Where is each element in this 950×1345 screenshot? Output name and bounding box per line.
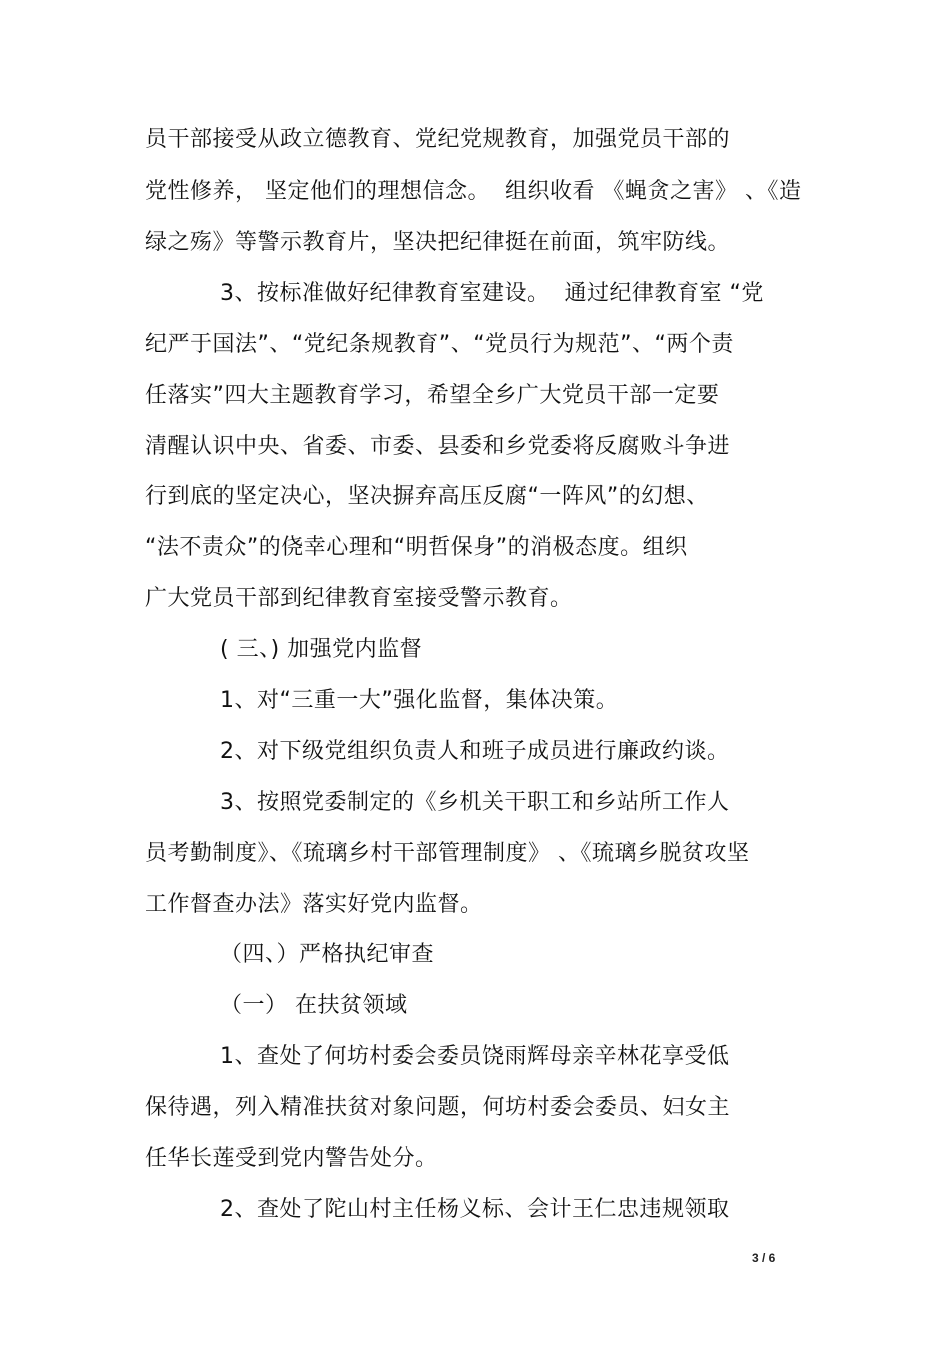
paragraph-line: 任华长莲受到党内警告处分。 [145,1146,438,1171]
list-item: 2、对下级党组织负责人和班子成员进行廉政约谈。 [220,739,730,764]
paragraph-line: 绿之殇》等警示教育片，坚决把纪律挺在前面，筑牢防线。 [145,230,731,255]
section-heading: ( 三、) 加强党内监督 [220,637,423,662]
section-heading: （四、）严格执纪审查 [220,942,435,967]
page-number: 3 / 6 [752,1251,776,1265]
list-item: 1、查处了何坊村委会委员饶雨辉母亲辛林花享受低 [220,1044,730,1069]
paragraph-line: 保待遇，列入精准扶贫对象问题，何坊村委会委员、妇女主 [145,1095,731,1120]
list-item: 2、查处了陀山村主任杨义标、会计王仁忠违规领取 [220,1197,730,1222]
paragraph-line: 任落实”四大主题教育学习，希望全乡广大党员干部一定要 [145,383,720,408]
paragraph-line: 3、按标准做好纪律教育室建设。 通过纪律教育室 “党 [220,281,764,306]
paragraph-line: 员干部接受从政立德教育、党纪党规教育，加强党员干部的 [145,127,731,152]
paragraph-line: 纪严于国法”、“党纪条规教育”、“党员行为规范”、“两个责 [145,332,734,357]
paragraph-line: 党性修养， 坚定他们的理想信念。 组织收看 《蝇贪之害》 、《造 [145,179,802,204]
paragraph-line: “法不责众”的侥幸心理和“明哲保身”的消极态度。组织 [145,535,688,560]
paragraph-line: 员考勤制度》、《琉璃乡村干部管理制度》 、《琉璃乡脱贫攻坚 [145,841,750,866]
list-item: 3、按照党委制定的《乡机关干职工和乡站所工作人 [220,790,730,815]
subsection-heading: （一） 在扶贫领域 [220,993,408,1018]
paragraph-line: 行到底的坚定决心，坚决摒弃高压反腐“一阵风”的幻想、 [145,484,709,509]
list-item: 1、对“三重一大”强化监督，集体决策。 [220,688,619,713]
paragraph-line: 工作督查办法》落实好党内监督。 [145,892,483,917]
paragraph-line: 广大党员干部到纪律教育室接受警示教育。 [145,586,573,611]
paragraph-line: 清醒认识中央、省委、市委、县委和乡党委将反腐败斗争进 [145,434,731,459]
